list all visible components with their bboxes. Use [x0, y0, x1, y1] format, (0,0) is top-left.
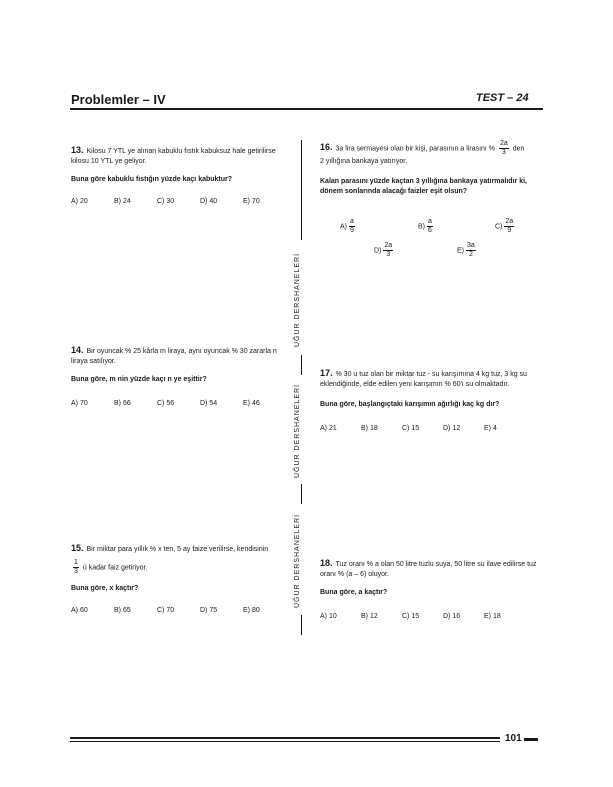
- question-15: [71, 543, 291, 616]
- choice-b[interactable]: B) 65: [114, 607, 131, 614]
- question-13: [71, 145, 286, 207]
- question-number: 18.: [320, 558, 333, 568]
- choice-e[interactable]: E) 46: [243, 400, 260, 407]
- answer-choices: [71, 197, 286, 207]
- fraction: $\frac{1}{3}$: [74, 559, 78, 575]
- choice-c[interactable]: C) 30: [157, 198, 175, 205]
- choice-c[interactable]: C) 15: [402, 425, 420, 432]
- choice-a[interactable]: A) 70: [71, 400, 88, 407]
- question-ask: Kalan parasını yüzde kaçtan 3 yıllığına bankaya yatırmalıdır ki, dönem sonlarında alacağı faizler eşit olsun?: [320, 178, 527, 195]
- choice-a[interactable]: A) 60: [71, 607, 88, 614]
- question-text-cont: den: [512, 145, 525, 153]
- question-text: Bir miktar para yıllık % x ten, 5 ay faize verilirse, kendisinin: [86, 546, 269, 553]
- footer-rule: [70, 737, 500, 739]
- side-label-1: UĞUR DERSHANELERİ: [294, 252, 301, 347]
- page-title: Problemler – IV: [71, 92, 166, 107]
- choice-b[interactable]: B) 66: [114, 400, 131, 407]
- choice-c[interactable]: C) 70: [157, 607, 175, 614]
- choice-b[interactable]: B) $\frac{a}{6}$: [418, 218, 432, 234]
- choice-e[interactable]: E) 18: [484, 613, 501, 620]
- question-text-cont: ü kadar faiz getiriyor.: [82, 564, 148, 572]
- question-number: 14.: [71, 345, 84, 355]
- question-ask: Buna göre, m nin yüzde kaçı n ye eşittir?: [71, 376, 207, 383]
- choice-c[interactable]: C) $\frac{2a}{9}$: [495, 218, 514, 234]
- choice-b[interactable]: B) 18: [361, 425, 378, 432]
- question-18: [320, 558, 545, 622]
- fraction: $\frac{2a}{3}$: [499, 140, 508, 156]
- choice-d[interactable]: D) 75: [200, 607, 218, 614]
- column-divider: [301, 484, 302, 504]
- test-label: TEST – 24: [476, 92, 529, 104]
- question-text: 3a lira sermayesi olan bir kişi, parasının a lirasını %: [335, 145, 496, 153]
- page-number: 101: [505, 733, 522, 744]
- question-ask: Buna göre, x kaçtır?: [71, 585, 139, 592]
- question-number: 17.: [320, 368, 333, 378]
- question-number: 16.: [320, 142, 333, 153]
- side-label-3: UĞUR DERSHANELERİ: [294, 513, 301, 608]
- side-label-2: UĞUR DERSHANELERİ: [294, 383, 301, 478]
- choice-d[interactable]: D) 16: [443, 613, 461, 620]
- choice-d[interactable]: D) 40: [200, 198, 218, 205]
- choice-b[interactable]: B) 24: [114, 198, 131, 205]
- answer-choices: [320, 612, 545, 622]
- column-divider: [301, 355, 302, 375]
- question-14: [71, 345, 286, 409]
- question-ask: Buna göre kabuklu fıstığın yüzde kaçı kabuktur?: [71, 176, 233, 183]
- choice-c[interactable]: C) 15: [402, 613, 420, 620]
- choice-b[interactable]: B) 12: [361, 613, 378, 620]
- choice-d[interactable]: D) $\frac{2a}{3}$: [374, 242, 393, 258]
- choice-a[interactable]: A) $\frac{a}{9}$: [340, 218, 354, 234]
- answer-choices: [71, 399, 286, 409]
- answer-choices: [320, 424, 545, 434]
- header-rule: [70, 108, 543, 110]
- choice-e[interactable]: E) 80: [243, 607, 260, 614]
- question-text: Tuz oranı % a olan 50 litre tuzlu suya, 50 litre su ilave edilirse tuz oranı % (a – 6) oluyor.: [320, 561, 537, 578]
- column-divider: [301, 140, 302, 240]
- question-text: Kilosu 7 YTL ye alınan kabuklu fıstık kabuksuz hale getirilirse kilosu 10 YTL ye geliyor.: [71, 148, 276, 165]
- question-17: [320, 368, 545, 434]
- page-number-bar: [524, 738, 538, 741]
- question-number: 13.: [71, 145, 84, 155]
- choice-e[interactable]: E) 70: [243, 198, 260, 205]
- question-16: [320, 140, 545, 197]
- footer-rule-thin: [70, 741, 500, 742]
- question-text: % 30 u tuz olan bir miktar tuz - su karışımına 4 kg tuz, 3 kg su eklendiğinde, elde edilen yeni karışımın % 60'ı su olmaktadır.: [320, 371, 527, 388]
- question-text-line2: 2 yıllığına bankaya yatırıyor.: [320, 158, 408, 165]
- choice-d[interactable]: D) 12: [443, 425, 461, 432]
- choice-d[interactable]: D) 54: [200, 400, 218, 407]
- choice-e[interactable]: E) 4: [484, 425, 497, 432]
- question-ask: Buna göre, başlangıçtaki karışımın ağırlığı kaç kg dır?: [320, 401, 500, 408]
- choice-e[interactable]: E) $\frac{3a}{2}$: [457, 242, 475, 258]
- choice-a[interactable]: A) 20: [71, 198, 88, 205]
- question-number: 15.: [71, 543, 84, 553]
- choice-a[interactable]: A) 10: [320, 613, 337, 620]
- choice-c[interactable]: C) 56: [157, 400, 175, 407]
- question-ask: Buna göre, a kaçtır?: [320, 589, 388, 596]
- choice-a[interactable]: A) 21: [320, 425, 337, 432]
- question-text: Bir oyuncak % 25 kârla m liraya, aynı oyuncak % 30 zararla n liraya satılıyor.: [71, 348, 277, 365]
- column-divider: [301, 615, 302, 635]
- answer-choices: [71, 606, 291, 616]
